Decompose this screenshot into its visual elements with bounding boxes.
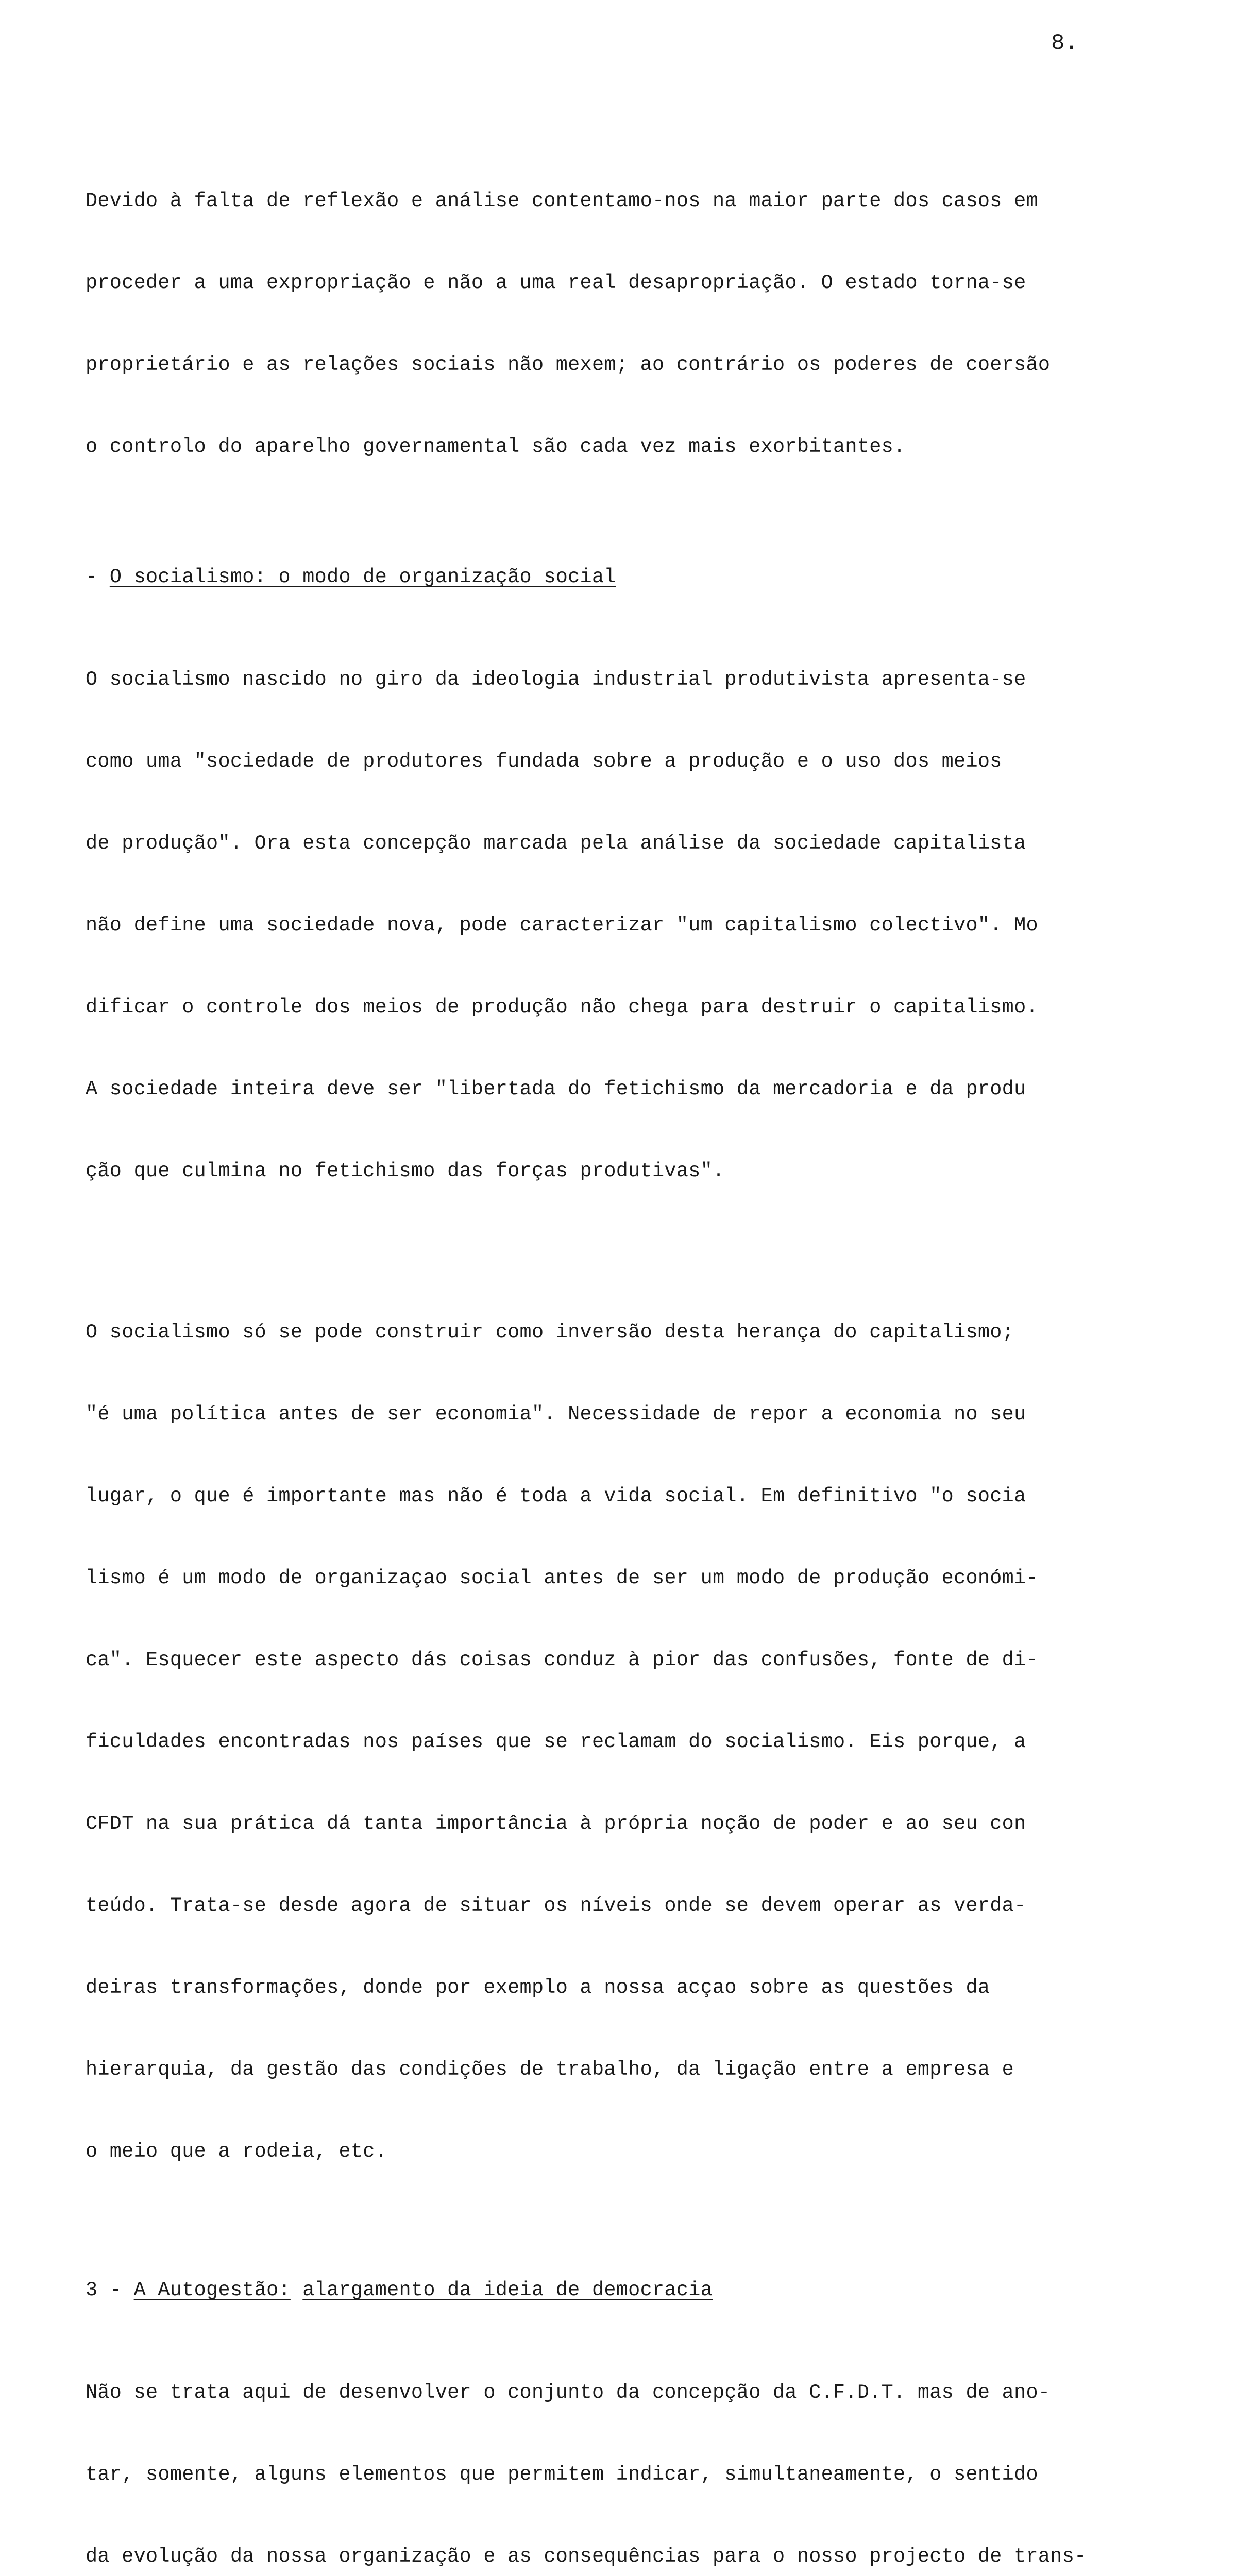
text-line: de produção". Ora esta concepção marcada pela análise da sociedade capitalista	[86, 832, 1026, 855]
text-line: da evolução da nossa organização e as consequências para o nosso projecto de trans-	[86, 2545, 1087, 2568]
text-line: ção que culmina no fetichismo das forças produtivas".	[86, 1160, 725, 1182]
text-line: o meio que a rodeia, etc.	[86, 2140, 387, 2163]
heading-title-part-2: alargamento da ideia de democracia	[302, 2279, 713, 2301]
heading-title: O socialismo: o modo de organização social	[109, 566, 616, 588]
heading-prefix: 3 -	[86, 2279, 134, 2301]
text-line: O socialismo só se pode construir como inversão desta herança do capitalismo;	[86, 1321, 1014, 1344]
heading-prefix: -	[86, 566, 110, 588]
text-line: deiras transformações, donde por exemplo a nossa acçao sobre as questões da	[86, 1976, 990, 1999]
text-line: Não se trata aqui de desenvolver o conjunto da concepção da C.F.D.T. mas de ano-	[86, 2381, 1051, 2404]
text-line: tar, somente, alguns elementos que permitem indicar, simultaneamente, o sentido	[86, 2463, 1038, 2486]
document-body	[86, 133, 1162, 2576]
autogestao-paragraph-1	[86, 2325, 1162, 2576]
text-line: ca". Esquecer este aspecto dás coisas conduz à pior das confusões, fonte de di-	[86, 1649, 1038, 1671]
section-heading-socialismo	[86, 564, 1162, 591]
section-heading-autogestao	[86, 2277, 1162, 2304]
text-line: teúdo. Trata-se desde agora de situar os níveis onde se devem operar as verda-	[86, 1894, 1026, 1917]
text-line: CFDT na sua prática dá tanta importância à própria noção de poder e ao seu con	[86, 1812, 1026, 1835]
socialismo-paragraph-2	[86, 1264, 1162, 2220]
intro-paragraph	[86, 133, 1162, 515]
text-line: proceder a uma expropriação e não a uma real desapropriação. O estado torna-se	[86, 272, 1026, 294]
text-line: ficuldades encontradas nos países que se reclamam do socialismo. Eis porque, a	[86, 1731, 1026, 1753]
text-line: lismo é um modo de organizaçao social antes de ser um modo de produção económi-	[86, 1567, 1038, 1589]
text-line: hierarquia, da gestão das condições de trabalho, da ligação entre a empresa e	[86, 2058, 1014, 2081]
text-line: o controlo do aparelho governamental são cada vez mais exorbitantes.	[86, 435, 906, 458]
heading-title-part-1: A Autogestão:	[133, 2279, 291, 2301]
text-line: A sociedade inteira deve ser "libertada do fetichismo da mercadoria e da produ	[86, 1078, 1026, 1100]
page-number: 8.	[1051, 30, 1078, 56]
socialismo-paragraph-1	[86, 612, 1162, 1240]
text-line: lugar, o que é importante mas não é toda a vida social. Em definitivo "o socia	[86, 1485, 1026, 1507]
text-line: não define uma sociedade nova, pode caracterizar "um capitalismo colectivo". Mo	[86, 914, 1038, 937]
text-line: Devido à falta de reflexão e análise contentamo-nos na maior parte dos casos em	[86, 190, 1038, 212]
text-line: como uma "sociedade de produtores fundada sobre a produção e o uso dos meios	[86, 750, 1002, 773]
text-line: O socialismo nascido no giro da ideologia industrial produtivista apresenta-se	[86, 668, 1026, 691]
text-line: "é uma política antes de ser economia". Necessidade de repor a economia no seu	[86, 1403, 1026, 1426]
text-line: dificar o controle dos meios de produção não chega para destruir o capitalismo.	[86, 996, 1038, 1019]
text-line: proprietário e as relações sociais não mexem; ao contrário os poderes de coersão	[86, 353, 1051, 376]
